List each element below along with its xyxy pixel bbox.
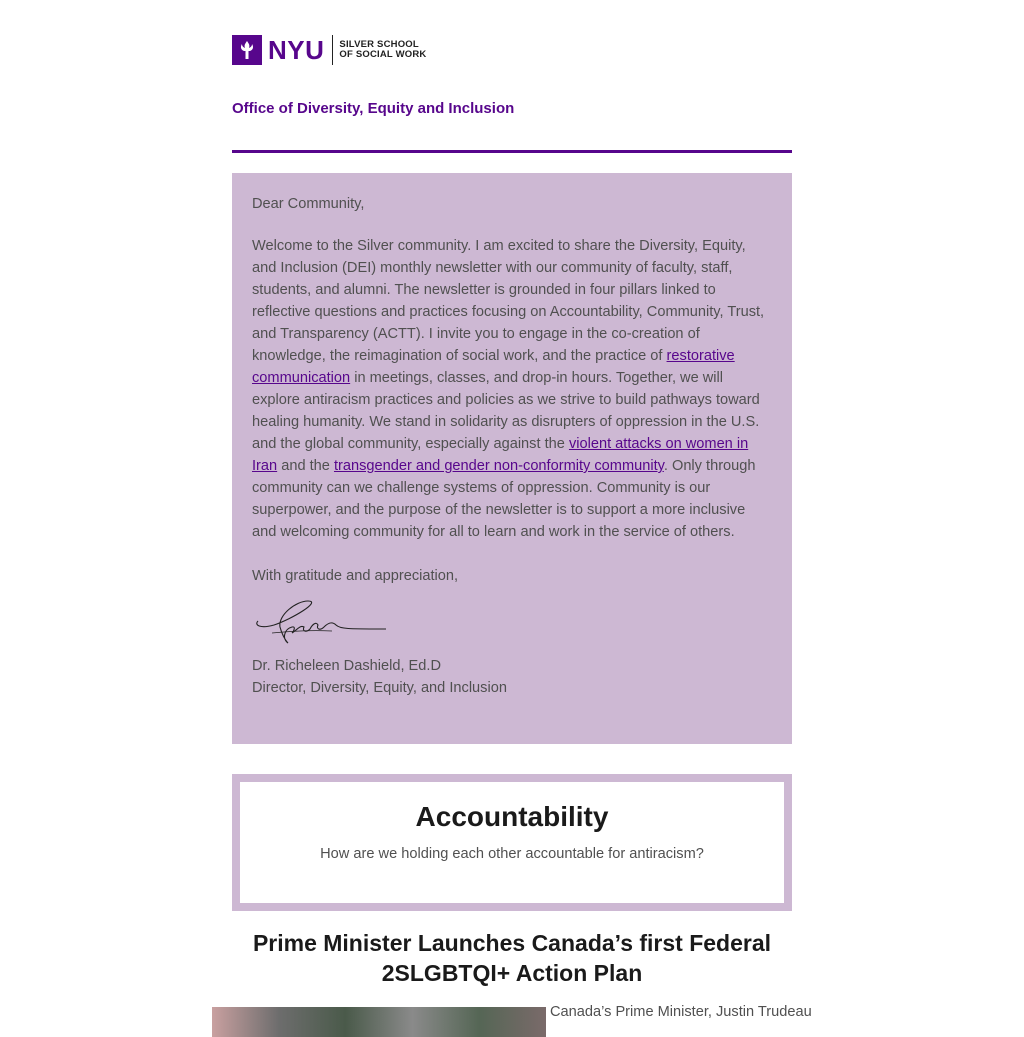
accountability-question: How are we holding each other accountable for antiracism? xyxy=(320,846,704,862)
restorative-communication-link[interactable]: restorative communication xyxy=(252,348,735,386)
accountability-title: Accountability xyxy=(415,801,609,832)
letter-greeting: Dear Community, xyxy=(252,196,365,212)
header-divider xyxy=(232,150,792,153)
letter-body-part-2: in meetings, classes, and drop-in hours. Together, we will explore antiracism practices and policies as we strive to build pathways toward healing humanity. We stand in solidarity as disrupters of oppression in the U.S. and the global community, especially against the xyxy=(252,370,760,452)
letter-body-part-1: Welcome to the Silver community. I am excited to share the Diversity, Equity, and Inclusion (DEI) monthly newsletter with our community of faculty, staff, students, and alumni. The newsletter is grounded in four pillars linked to reflective questions and practices focusing on Accountability, Community, Trust, and Transparency (ACTT). I invite you to engage in the co-creation of knowledge, the reimagination of social work, and the practice of xyxy=(252,238,765,364)
signer-title: Director, Diversity, Equity, and Inclusion xyxy=(252,680,507,696)
news-headline-line1[interactable]: Prime Minister Launches Canada’s first Federal xyxy=(252,930,772,956)
letter-closing: With gratitude and appreciation, xyxy=(252,568,459,584)
news-headline-line2[interactable]: 2SLGBTQI+ Action Plan xyxy=(381,960,643,986)
accountability-card xyxy=(240,782,784,903)
signer-name: Dr. Richeleen Dashield, Ed.D xyxy=(252,658,441,674)
letter-body-part-4: . Only through community can we challenge systems of oppression. Community is our superpower, and the purpose of the newsletter is to support a more inclusive and welcoming community for all to learn and work in the service of others. xyxy=(252,458,756,540)
logo-divider xyxy=(332,35,333,65)
torch-icon xyxy=(232,35,262,65)
letter-body-part-3: and the xyxy=(277,458,334,474)
letter-body xyxy=(252,235,772,543)
news-snippet: Canada’s Prime Minister, Justin Trudeau xyxy=(550,1004,812,1020)
nyu-wordmark: NYU xyxy=(268,34,325,65)
news-headline[interactable] xyxy=(232,928,792,988)
office-title: Office of Diversity, Equity and Inclusion xyxy=(232,100,515,117)
school-name-line2: OF SOCIAL WORK xyxy=(339,49,427,60)
signature-image xyxy=(252,599,392,649)
school-name xyxy=(339,40,426,60)
accountability-banner xyxy=(232,774,792,911)
transgender-community-link[interactable]: transgender and gender non-conformity community xyxy=(333,458,664,474)
news-photo[interactable] xyxy=(212,1007,546,1037)
school-name-line1: SILVER SCHOOL xyxy=(339,39,419,50)
director-letter xyxy=(232,173,792,744)
iran-attacks-link[interactable]: violent attacks on women in Iran xyxy=(252,436,749,474)
nyu-silver-logo[interactable] xyxy=(232,34,426,66)
